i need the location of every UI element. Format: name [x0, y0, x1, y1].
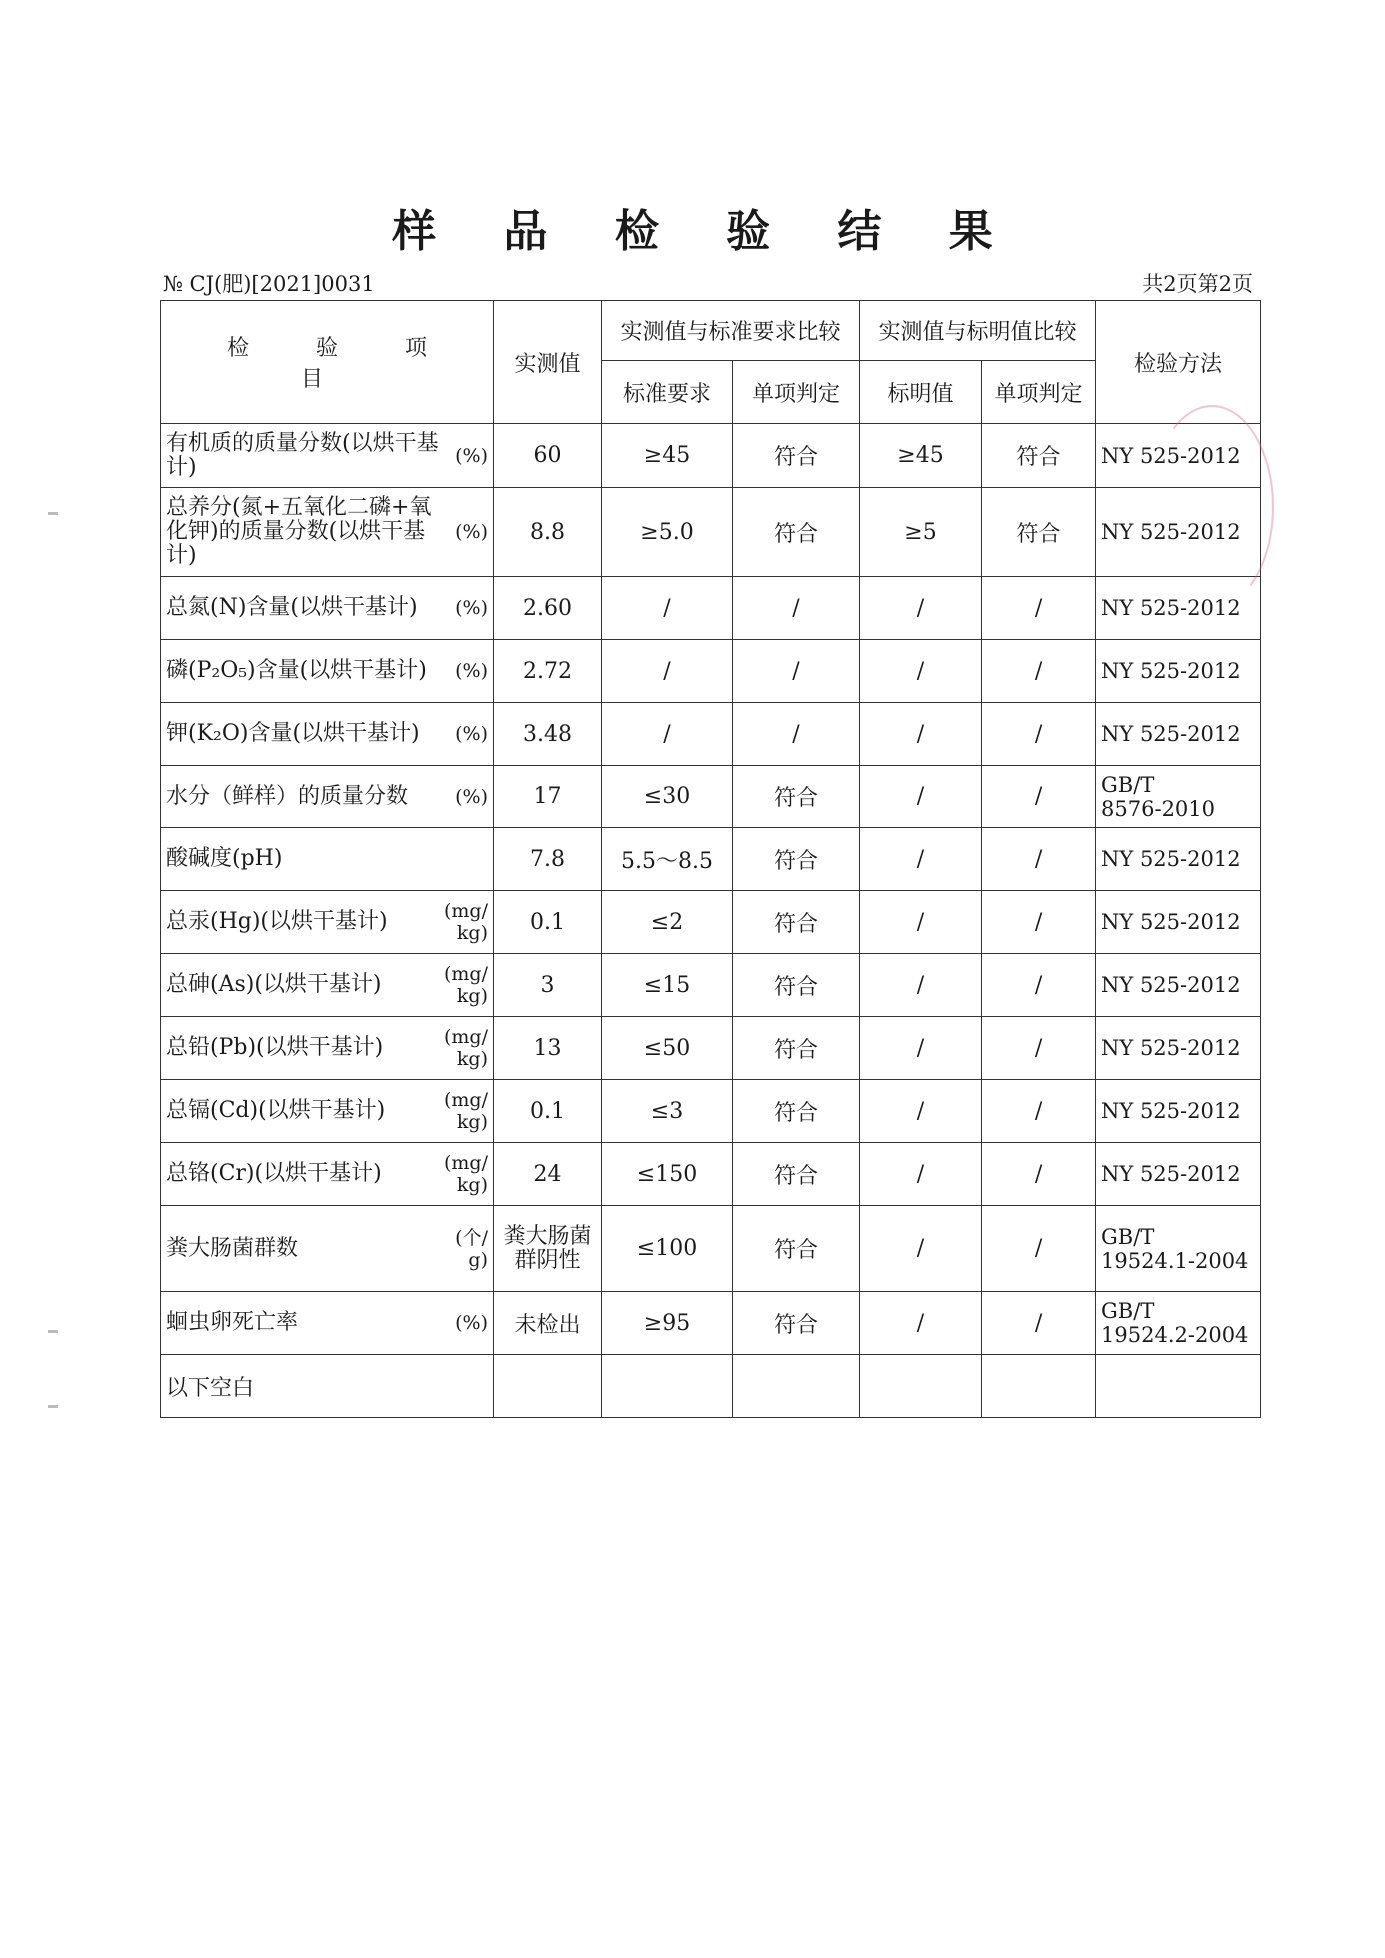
item-cell — [161, 954, 494, 1017]
test-method: NY 525-2012 — [1096, 1017, 1261, 1080]
judgement-label: / — [982, 1206, 1096, 1292]
judgement-label: / — [982, 640, 1096, 703]
item-name: 有机质的质量分数(以烘干基计) — [166, 430, 439, 480]
empty-cell — [602, 1355, 733, 1418]
table-row — [161, 577, 1261, 640]
document-number: № CJ(肥)[2021]0031 — [163, 272, 375, 296]
standard-requirement: ≥95 — [602, 1292, 733, 1355]
measured-value: 3.48 — [494, 703, 602, 766]
item-cell — [161, 1017, 494, 1080]
standard-requirement: ≤2 — [602, 891, 733, 954]
report-title: 样 品 检 验 结 果 — [392, 206, 1019, 257]
item-unit: (mg/ kg) — [444, 900, 488, 944]
standard-requirement: / — [602, 640, 733, 703]
page-info: 共2页第2页 — [1142, 272, 1253, 296]
measured-value: 2.72 — [494, 640, 602, 703]
judgement-standard: 符合 — [733, 1206, 860, 1292]
judgement-label: / — [982, 891, 1096, 954]
item-cell — [161, 1206, 494, 1292]
judgement-standard: 符合 — [733, 954, 860, 1017]
judgement-standard: 符合 — [733, 1143, 860, 1206]
item-unit: (mg/ kg) — [444, 1026, 488, 1070]
item-name: 总养分(氮+五氧化二磷+氧化钾)的质量分数(以烘干基计) — [166, 495, 432, 568]
judgement-standard: 符合 — [733, 1292, 860, 1355]
labeled-value: / — [860, 577, 982, 640]
empty-cell — [494, 1355, 602, 1418]
header-std-req: 标准要求 — [602, 361, 733, 424]
item-name: 总砷(As)(以烘干基计) — [166, 972, 382, 997]
table-row — [161, 488, 1261, 577]
empty-cell — [860, 1355, 982, 1418]
judgement-standard: / — [733, 640, 860, 703]
labeled-value: / — [860, 891, 982, 954]
judgement-label: / — [982, 828, 1096, 891]
item-cell — [161, 1143, 494, 1206]
item-unit: (%) — [455, 444, 488, 467]
header-method: 检验方法 — [1096, 301, 1261, 424]
test-method: NY 525-2012 — [1096, 828, 1261, 891]
labeled-value: / — [860, 766, 982, 828]
blank-below-note: 以下空白 — [161, 1355, 494, 1418]
standard-requirement: ≤100 — [602, 1206, 733, 1292]
scan-mark — [48, 1405, 58, 1408]
item-cell — [161, 1080, 494, 1143]
table-row — [161, 828, 1261, 891]
item-name: 总铬(Cr)(以烘干基计) — [166, 1161, 382, 1186]
item-name: 总氮(N)含量(以烘干基计) — [166, 595, 418, 620]
item-cell — [161, 424, 494, 488]
item-name: 水分（鲜样）的质量分数 — [166, 783, 409, 809]
table-row-footer — [161, 1355, 1261, 1418]
measured-value: 60 — [494, 424, 602, 488]
test-method: GB/T 19524.1-2004 — [1096, 1206, 1261, 1292]
item-cell — [161, 1292, 494, 1355]
measured-value: 未检出 — [494, 1292, 602, 1355]
test-method: NY 525-2012 — [1096, 1080, 1261, 1143]
table-row — [161, 703, 1261, 766]
judgement-standard: 符合 — [733, 766, 860, 828]
test-method: GB/T 8576-2010 — [1096, 766, 1261, 828]
measured-value: 0.1 — [494, 891, 602, 954]
header-row-1 — [161, 301, 1261, 361]
scan-mark — [48, 512, 58, 515]
judgement-standard: 符合 — [733, 891, 860, 954]
measured-value: 2.60 — [494, 577, 602, 640]
item-cell — [161, 766, 494, 828]
item-name: 粪大肠菌群数 — [166, 1235, 299, 1261]
empty-cell — [1096, 1355, 1261, 1418]
table-row — [161, 640, 1261, 703]
empty-cell — [733, 1355, 860, 1418]
item-name: 蛔虫卵死亡率 — [166, 1310, 299, 1335]
labeled-value: / — [860, 1292, 982, 1355]
labeled-value: ≥45 — [860, 424, 982, 488]
table-row — [161, 1143, 1261, 1206]
table-row — [161, 1080, 1261, 1143]
judgement-standard: 符合 — [733, 424, 860, 488]
measured-value: 7.8 — [494, 828, 602, 891]
item-unit: (%) — [455, 660, 488, 682]
scan-mark — [48, 1330, 58, 1333]
measured-value: 粪大肠菌群阴性 — [494, 1206, 602, 1292]
item-unit: (个/ g) — [455, 1226, 488, 1271]
table-row — [161, 891, 1261, 954]
header-std-group: 实测值与标准要求比较 — [602, 301, 860, 361]
labeled-value: / — [860, 703, 982, 766]
item-unit: (mg/ kg) — [444, 963, 488, 1007]
judgement-label: / — [982, 1292, 1096, 1355]
judgement-standard: 符合 — [733, 488, 860, 577]
test-method: NY 525-2012 — [1096, 640, 1261, 703]
standard-requirement: / — [602, 577, 733, 640]
standard-requirement: 5.5～8.5 — [602, 828, 733, 891]
results-table — [160, 300, 1261, 1418]
standard-requirement: ≤15 — [602, 954, 733, 1017]
item-cell — [161, 640, 494, 703]
judgement-label: 符合 — [982, 424, 1096, 488]
measured-value: 8.8 — [494, 488, 602, 577]
judgement-standard: 符合 — [733, 828, 860, 891]
item-name: 总镉(Cd)(以烘干基计) — [166, 1098, 386, 1123]
item-cell — [161, 488, 494, 577]
measured-value: 3 — [494, 954, 602, 1017]
labeled-value: / — [860, 1017, 982, 1080]
judgement-label: / — [982, 766, 1096, 828]
item-unit: (mg/ kg) — [444, 1152, 488, 1196]
labeled-value: / — [860, 828, 982, 891]
item-unit: (%) — [455, 785, 488, 808]
table-row — [161, 1017, 1261, 1080]
seal-stamp — [1150, 405, 1274, 609]
test-method: NY 525-2012 — [1096, 424, 1261, 488]
standard-requirement: ≤3 — [602, 1080, 733, 1143]
judgement-label: / — [982, 703, 1096, 766]
standard-requirement: ≥5.0 — [602, 488, 733, 577]
judgement-label: / — [982, 954, 1096, 1017]
labeled-value: / — [860, 640, 982, 703]
item-cell — [161, 891, 494, 954]
table-row — [161, 424, 1261, 488]
judgement-standard: 符合 — [733, 1017, 860, 1080]
item-unit: (%) — [455, 723, 488, 745]
item-name: 酸碱度(pH) — [166, 846, 283, 871]
test-method: GB/T 19524.2-2004 — [1096, 1292, 1261, 1355]
labeled-value: / — [860, 1206, 982, 1292]
measured-value: 0.1 — [494, 1080, 602, 1143]
item-unit: (%) — [455, 521, 488, 543]
judgement-standard: / — [733, 703, 860, 766]
standard-requirement: ≤150 — [602, 1143, 733, 1206]
table-row — [161, 954, 1261, 1017]
table-row — [161, 1206, 1261, 1292]
header-measured: 实测值 — [494, 301, 602, 424]
item-name: 总铅(Pb)(以烘干基计) — [166, 1035, 384, 1060]
judgement-standard: / — [733, 577, 860, 640]
judgement-label: / — [982, 1143, 1096, 1206]
labeled-value: / — [860, 1080, 982, 1143]
standard-requirement: / — [602, 703, 733, 766]
item-cell — [161, 703, 494, 766]
standard-requirement: ≥45 — [602, 424, 733, 488]
judgement-label: 符合 — [982, 488, 1096, 577]
judgement-label: / — [982, 577, 1096, 640]
item-cell — [161, 828, 494, 891]
test-method: NY 525-2012 — [1096, 954, 1261, 1017]
test-method: NY 525-2012 — [1096, 891, 1261, 954]
measured-value: 13 — [494, 1017, 602, 1080]
test-method: NY 525-2012 — [1096, 488, 1261, 577]
labeled-value: ≥5 — [860, 488, 982, 577]
item-name: 总汞(Hg)(以烘干基计) — [166, 909, 388, 934]
measured-value: 24 — [494, 1143, 602, 1206]
judgement-standard: 符合 — [733, 1080, 860, 1143]
item-name: 钾(K₂O)含量(以烘干基计) — [166, 721, 420, 746]
header-item: 检 验 项 目 — [161, 301, 494, 424]
test-method: NY 525-2012 — [1096, 577, 1261, 640]
judgement-label: / — [982, 1080, 1096, 1143]
labeled-value: / — [860, 1143, 982, 1206]
test-method: NY 525-2012 — [1096, 703, 1261, 766]
item-unit: (%) — [455, 1312, 488, 1334]
item-cell — [161, 577, 494, 640]
table-row — [161, 766, 1261, 828]
test-method: NY 525-2012 — [1096, 1143, 1261, 1206]
item-unit: (%) — [455, 597, 488, 619]
header-judge-2: 单项判定 — [982, 361, 1096, 424]
item-name: 磷(P₂O₅)含量(以烘干基计) — [166, 658, 427, 683]
standard-requirement: ≤30 — [602, 766, 733, 828]
standard-requirement: ≤50 — [602, 1017, 733, 1080]
item-unit: (mg/ kg) — [444, 1089, 488, 1133]
table-row — [161, 1292, 1261, 1355]
header-label-group: 实测值与标明值比较 — [860, 301, 1096, 361]
labeled-value: / — [860, 954, 982, 1017]
empty-cell — [982, 1355, 1096, 1418]
judgement-label: / — [982, 1017, 1096, 1080]
measured-value: 17 — [494, 766, 602, 828]
header-label-val: 标明值 — [860, 361, 982, 424]
header-judge-1: 单项判定 — [733, 361, 860, 424]
